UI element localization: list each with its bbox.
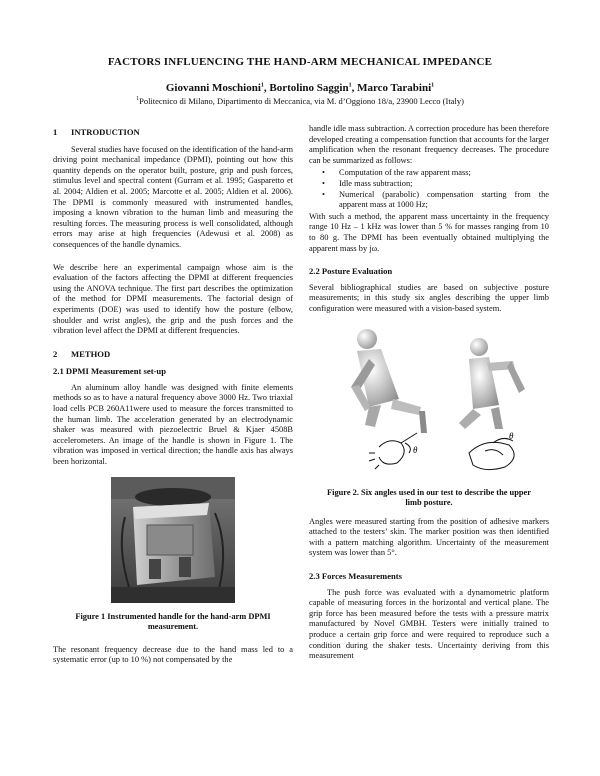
author-2-sup: 1 [348,82,352,89]
author-2: , Bortolino Saggin [263,82,349,94]
intro-paragraph-2: We describe here an experimental campaign whose aim is the evaluation of the factors affecting the DPMI at different frequencies using the ANOVA technique. The first part describes the optimization of the method for DPMI measurements. The factorial design of experiments (DOE) was used to identify how the posture (elbow, shoulder and wrist angles), the grip and the push forces and the vibration level affect the DPMI at different frequencies. [53,262,293,336]
posture-paragraph-1: Several bibliographical studies are based on subjective posture measurements; in this study six angles describing the upper limb configuration were measured with a vision-based system. [309,282,549,313]
correction-paragraph: handle idle mass subtraction. A correction procedure has been therefore developed creating a compensation function that accounts for the larger amplification when the resonant frequency decreases. The procedure can be summarized as follows: [309,124,549,165]
setup-paragraph-1: An aluminum alloy handle was designed with finite elements methods so as to have a natural frequency above 3000 Hz. Two triaxial load cells PCB 260A11were used to measure the forces transmitted to the human limb. The acceleration generated by an electrodynamic shaker was measured with piezoelectric Bruel & Kjaer 4508B accelerometers. An image of the handle is shown in Figure 1. The vibration was imposed in vertical direction; the handle axis has always been horizontal. [53,382,293,467]
subsection-heading-setup: 2.1 DPMI Measurement set-up [53,366,166,377]
fig2-theta-label-2: θ [509,430,514,441]
section-number: 2 [53,348,58,359]
figure-1-handle-photo [53,477,293,603]
list-item: • Numerical (parabolic) compensation starting from the apparent mass at 1000 Hz; [339,190,549,211]
author-1-sup: 1 [260,82,264,89]
forces-paragraph: The push force was evaluated with a dynamometric platform capable of measuring forces in the horizontal and vertical plane. The grip force has been measured before the tests with a pressure matrix manufactured by Novel GMBH. Testers were initially trained to produce a certain grip force and were required to reproduce such a condition during the shaker tests. Uncertainty deriving from this measurement [309,587,549,661]
fig2-theta-label-1: θ [413,444,418,455]
setup-paragraph-2: The resonant frequency decrease due to the hand mass led to a systematic error (up to 10 %) not compensated by the [53,644,293,665]
author-list [0,82,600,94]
affiliation [0,96,600,106]
paper-title: FACTORS INFLUENCING THE HAND-ARM MECHANICAL IMPEDANCE [107,56,493,68]
section-number: 1 [53,127,58,137]
author-3-sup: 1 [431,82,435,89]
list-item: • Computation of the raw apparent mass; [339,168,549,179]
figure-2-posture-angles [309,325,549,479]
author-1: Giovanni Moschioni [165,82,261,94]
subsection-heading-posture: 2.2 Posture Evaluation [309,266,393,277]
section-title: INTRODUCTION [71,127,140,137]
section-heading-method [53,349,293,360]
affiliation-sup: 1 [136,96,140,103]
author-3: , Marco Tarabini [351,82,432,94]
figure-2-caption: Figure 2. Six angles used in our test to describe the upper limb posture. [327,487,531,508]
section-heading-introduction [53,127,293,138]
procedure-list [309,168,549,210]
right-column [309,124,549,662]
list-item: • Idle mass subtraction; [339,179,549,190]
posture-paragraph-2: Angles were measured starting from the position of adhesive markers attached to the testers’ skin. The marker position was then identified with a pattern matching algorithm. Uncertainty of the measurement system was lower than 5°. [309,516,549,558]
subsection-heading-forces: 2.3 Forces Measurements [309,571,402,582]
handle-photo-image [111,477,235,603]
posture-angles-image [309,325,549,479]
affiliation-text: Politecnico di Milano, Dipartimento di Meccanica, via M. d’Oggiono 18/a, 23900 Lecco (Italy) [139,96,464,106]
left-column [53,127,293,666]
section-title: METHOD [71,348,111,359]
uncertainty-paragraph: With such a method, the apparent mass uncertainty in the frequency range 10 Hz – 1 kHz was lower than 5 % for masses ranging from 10 to 80 g. The DPMI has been eventually obtained multiplying the apparent mass by jω. [309,211,549,253]
intro-paragraph-1: Several studies have focused on the identification of the hand-arm driving point mechanical impedance (DPMI), pointing out how this quantity depends on the operator built, posture, grip and push forces, stimulus level and spectral content (Gurram et al. 1995; Gasparetto et al. 2004; Aldien et al. 2005; Marcotte et al. 2005; Aldien et al. 2006). The DPMI is commonly measured with instrumented handles, imposing a known vibration to the human limb and measuring the resulting forces. The measuring process is well consolidated, although errors may arise at high frequencies (Adewusi et al. 2008) as consequences of the handle dynamics. [53,144,293,249]
figure-1-caption: Figure 1 Instrumented handle for the hand-arm DPMI measurement. [75,611,271,632]
